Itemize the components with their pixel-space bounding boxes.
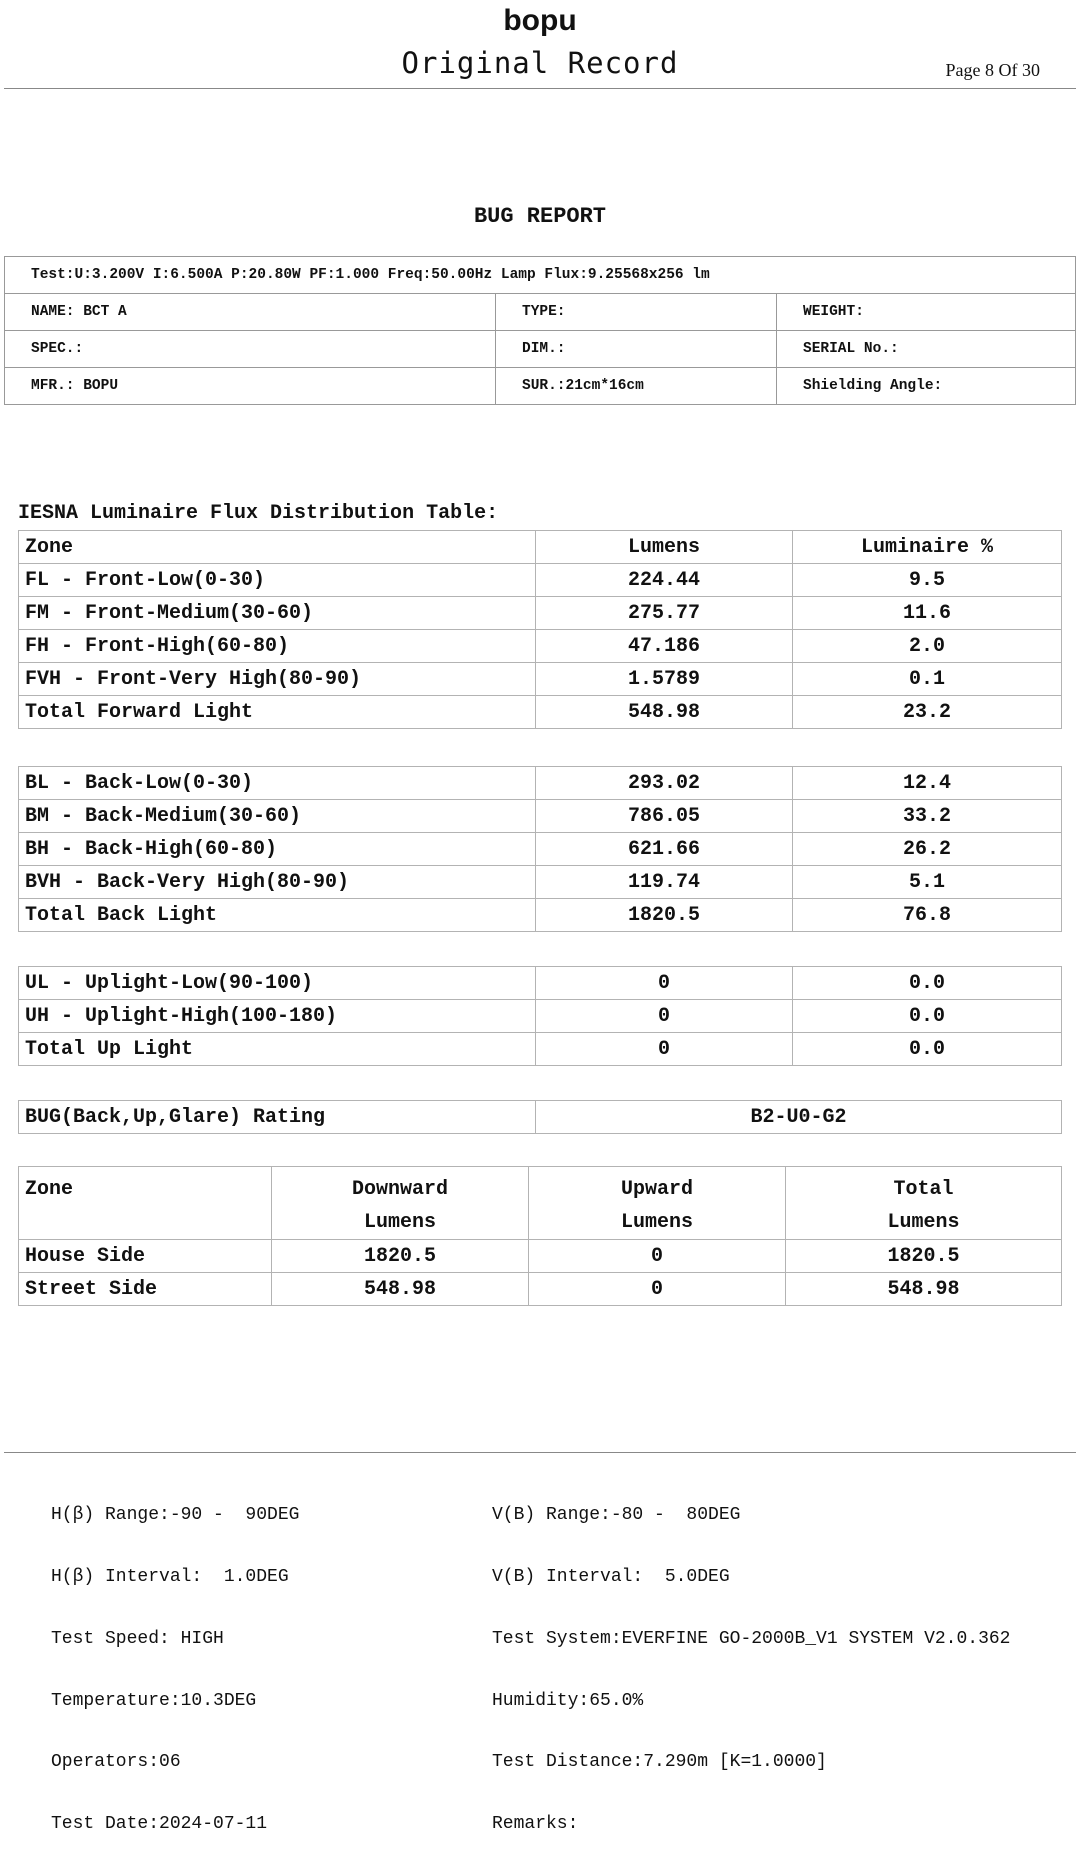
percent-cell: 23.2 <box>793 696 1062 729</box>
zone-cell: FH - Front-High(60-80) <box>19 630 536 663</box>
header-downward-lumens <box>272 1167 529 1240</box>
total-cell: 1820.5 <box>786 1240 1062 1273</box>
zone-cell: UH - Uplight-High(100-180) <box>19 1000 536 1033</box>
info-sur: SUR.:21cm*16cm <box>496 368 777 405</box>
lamp-info-table <box>4 256 1076 405</box>
footer-divider <box>4 1452 1076 1453</box>
header-zone-label: Zone <box>25 1178 74 1201</box>
info-weight: WEIGHT: <box>777 294 1076 331</box>
percent-cell: 76.8 <box>793 899 1062 932</box>
zone-cell: Total Back Light <box>19 899 536 932</box>
header-zone: Zone <box>19 531 536 564</box>
percent-cell: 0.0 <box>793 1033 1062 1066</box>
upward-cell: 0 <box>529 1273 786 1306</box>
lumens-cell: 119.74 <box>536 866 793 899</box>
zone-cell: Total Up Light <box>19 1033 536 1066</box>
header-total-lumens <box>786 1167 1062 1240</box>
table-row-total <box>19 696 1062 729</box>
zone-cell: BL - Back-Low(0-30) <box>19 767 536 800</box>
lumens-cell: 548.98 <box>536 696 793 729</box>
footer-test-distance: Test Distance:7.290m [K=1.0000] <box>492 1752 827 1773</box>
table-row-total <box>19 1033 1062 1066</box>
forward-light-table <box>18 530 1062 729</box>
footer-right <box>492 1464 1010 1855</box>
footer-v-interval: V(B) Interval: 5.0DEG <box>492 1566 730 1587</box>
lumens-cell: 786.05 <box>536 800 793 833</box>
header-upward-lumens <box>529 1167 786 1240</box>
lumens-cell: 0 <box>536 1000 793 1033</box>
zone-cell: FL - Front-Low(0-30) <box>19 564 536 597</box>
test-parameters: Test:U:3.200V I:6.500A P:20.80W PF:1.000 Freq:50.00Hz Lamp Flux:9.25568x256 lm <box>5 257 1076 294</box>
percent-cell: 12.4 <box>793 767 1062 800</box>
table-row <box>19 767 1062 800</box>
downward-cell: 1820.5 <box>272 1240 529 1273</box>
footer-v-range: V(B) Range:-80 - 80DEG <box>492 1505 741 1526</box>
table-header-row <box>19 531 1062 564</box>
info-mfr: MFR.: BOPU <box>5 368 496 405</box>
footer-temperature: Temperature:10.3DEG <box>51 1690 257 1711</box>
lumens-cell: 621.66 <box>536 833 793 866</box>
percent-cell: 0.0 <box>793 967 1062 1000</box>
header-upward-label: Upward <box>620 1178 693 1201</box>
bug-rating-table <box>18 1100 1062 1134</box>
info-serial: SERIAL No.: <box>777 331 1076 368</box>
report-title: BUG REPORT <box>473 204 607 229</box>
lumens-cell: 47.186 <box>536 630 793 663</box>
lumens-cell: 275.77 <box>536 597 793 630</box>
table-row <box>19 1240 1062 1273</box>
header-downward-unit: Lumens <box>363 1211 436 1234</box>
percent-cell: 5.1 <box>793 866 1062 899</box>
info-type: TYPE: <box>496 294 777 331</box>
downward-cell: 548.98 <box>272 1273 529 1306</box>
footer-left <box>51 1464 299 1855</box>
percent-cell: 33.2 <box>793 800 1062 833</box>
percent-cell: 0.1 <box>793 663 1062 696</box>
side-cell: House Side <box>19 1240 272 1273</box>
footer-humidity: Humidity:65.0% <box>492 1690 644 1711</box>
percent-cell: 9.5 <box>793 564 1062 597</box>
header-lumens: Lumens <box>536 531 793 564</box>
info-shielding-angle: Shielding Angle: <box>777 368 1076 405</box>
table-row <box>19 630 1062 663</box>
percent-cell: 0.0 <box>793 1000 1062 1033</box>
lumens-cell: 0 <box>536 967 793 1000</box>
lumens-cell: 0 <box>536 1033 793 1066</box>
footer-remarks: Remarks: <box>492 1814 579 1835</box>
percent-cell: 11.6 <box>793 597 1062 630</box>
up-light-table <box>18 966 1062 1066</box>
info-name: NAME: BCT A <box>5 294 496 331</box>
table-row <box>19 800 1062 833</box>
percent-cell: 26.2 <box>793 833 1062 866</box>
zone-cell: BM - Back-Medium(30-60) <box>19 800 536 833</box>
zone-cell: Total Forward Light <box>19 696 536 729</box>
footer-test-speed: Test Speed: HIGH <box>51 1628 224 1649</box>
lumens-cell: 1.5789 <box>536 663 793 696</box>
lumens-cell: 1820.5 <box>536 899 793 932</box>
zone-cell: BVH - Back-Very High(80-90) <box>19 866 536 899</box>
total-cell: 548.98 <box>786 1273 1062 1306</box>
footer-h-interval: H(β) Interval: 1.0DEG <box>51 1566 289 1587</box>
side-cell: Street Side <box>19 1273 272 1306</box>
bug-rating-value: B2-U0-G2 <box>536 1101 1062 1134</box>
header-total-label: Total <box>893 1178 954 1201</box>
upward-cell: 0 <box>529 1240 786 1273</box>
header-upward-unit: Lumens <box>620 1211 693 1234</box>
flux-table-caption: IESNA Luminaire Flux Distribution Table: <box>18 502 499 525</box>
percent-cell: 2.0 <box>793 630 1062 663</box>
table-row <box>19 866 1062 899</box>
lumens-cell: 293.02 <box>536 767 793 800</box>
header-divider <box>4 88 1076 89</box>
footer-test-system: Test System:EVERFINE GO-2000B_V1 SYSTEM V2.0.362 <box>492 1628 1011 1649</box>
back-light-table <box>18 766 1062 932</box>
side-lumens-table <box>18 1166 1062 1306</box>
zone-cell: FM - Front-Medium(30-60) <box>19 597 536 630</box>
page-number: Page 8 Of 30 <box>945 60 1040 80</box>
table-header-row <box>19 1167 1062 1240</box>
table-row <box>19 1273 1062 1306</box>
header-luminaire-percent: Luminaire % <box>793 531 1062 564</box>
footer-h-range: H(β) Range:-90 - 90DEG <box>51 1505 300 1526</box>
table-row <box>19 663 1062 696</box>
table-row <box>19 833 1062 866</box>
table-row <box>19 1000 1062 1033</box>
brand-logo: bopu <box>503 4 577 37</box>
table-row-total <box>19 899 1062 932</box>
document-title: Original Record <box>401 46 679 80</box>
zone-cell: UL - Uplight-Low(90-100) <box>19 967 536 1000</box>
header-downward-label: Downward <box>351 1178 448 1201</box>
table-row <box>19 597 1062 630</box>
bug-rating-row <box>19 1101 1062 1134</box>
table-row <box>19 967 1062 1000</box>
footer-operators: Operators:06 <box>51 1752 181 1773</box>
info-dim: DIM.: <box>496 331 777 368</box>
header-total-unit: Lumens <box>887 1211 960 1234</box>
table-row <box>19 564 1062 597</box>
info-spec: SPEC.: <box>5 331 496 368</box>
zone-cell: BH - Back-High(60-80) <box>19 833 536 866</box>
footer-test-date: Test Date:2024-07-11 <box>51 1814 268 1835</box>
header-zone <box>19 1167 272 1240</box>
lumens-cell: 224.44 <box>536 564 793 597</box>
zone-cell: FVH - Front-Very High(80-90) <box>19 663 536 696</box>
bug-rating-label: BUG(Back,Up,Glare) Rating <box>19 1101 536 1134</box>
